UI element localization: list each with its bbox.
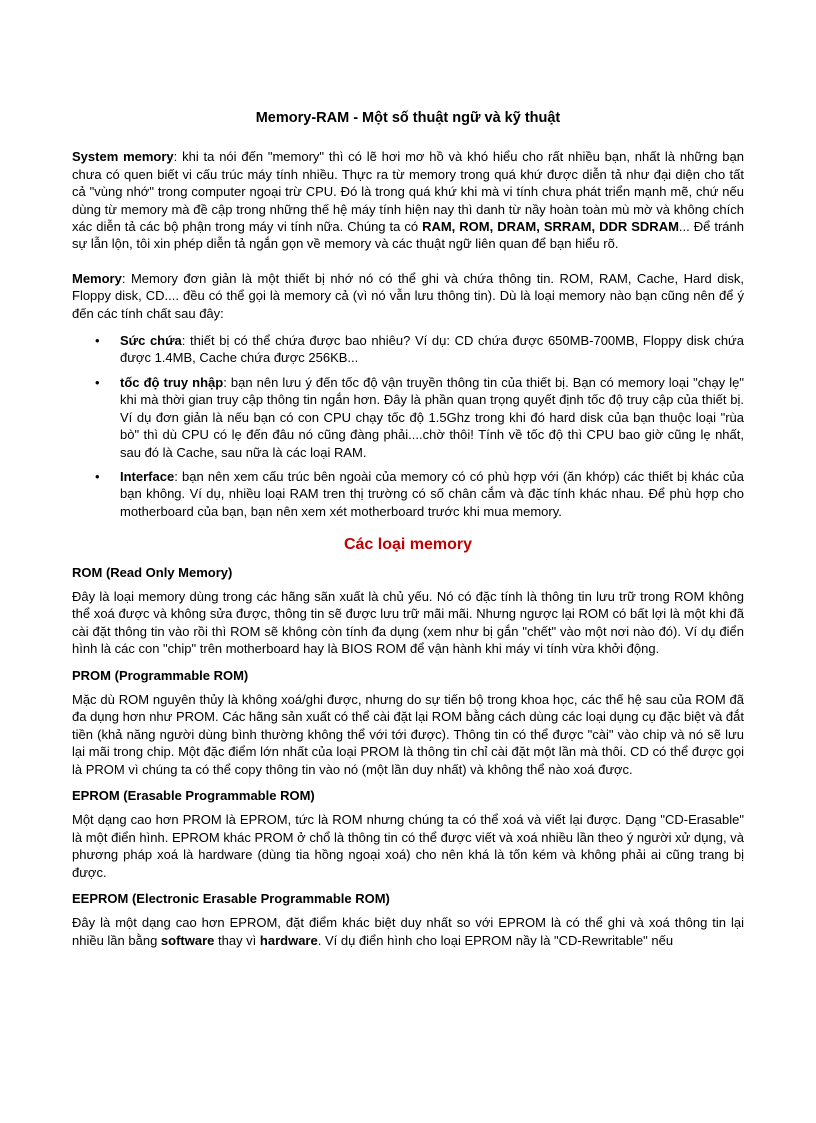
prom-heading: PROM (Programmable ROM) <box>72 667 249 683</box>
bullet-icon: • <box>95 468 100 484</box>
memory-properties-list <box>72 332 744 520</box>
eeprom-heading: EEPROM (Electronic Erasable Programmable ROM) <box>72 891 390 907</box>
system-memory-paragraph: System memory: khi ta nói đến "memory" thì có lẽ hơi mơ hồ và khó hiểu cho rất nhiều bạn, nhất là những bạn chưa có quen biết vi cấu trúc máy tính nhiều. Thực ra từ memory trong quá khứ được diễn tả như đại diện cho tất cả "vùng nhớ" trong computer ngoại trừ CPU. Đó là trong quá khứ khi mà vi tính chưa phát triển mạnh mẽ, chứ nếu dùng từ memory mà đề cập trong những thế hệ máy tính hiện nay thì danh từ nầy hoàn toàn mù mờ và không chích xác diễn tả các bộ phận trong máy vi tính nữa. Chúng ta có RAM, ROM, DRAM, SRRAM, DDR SDRAM... Để tránh sự lẫn lộn, tôi xin phép diễn tả ngắn gọn về memory và các thuật ngữ liên quan để bạn hiểu rõ. <box>72 149 744 252</box>
eeprom-paragraph: Đây là một dạng cao hơn EPROM, đặt điểm khác biệt duy nhất so với EPROM là có thể ghi và xoá thông tin lại nhiều lần bằng software thay vì hardware. Ví dụ điển hình cho loại EPROM nầy là "CD-Rewritable" nếu <box>72 915 744 948</box>
bullet-icon: • <box>95 374 100 390</box>
memory-term: Memory <box>72 270 122 286</box>
rom-heading: ROM (Read Only Memory) <box>72 564 233 580</box>
eprom-paragraph: Một dạng cao hơn PROM là EPROM, tức là ROM nhưng chúng ta có thể xoá và viết lại được. Dạng "CD-Erasable" là một điển hình. EPROM khác PROM ở chổ là thông tin có thể được viết và xoá nhiều lần theo ý người xử dụng, và phương pháp xoá là hardware (dùng tia hồng ngoại xoá) cho nên khá là tốn kém và không phải ai cũng trang bị được. <box>72 812 744 880</box>
prom-paragraph: Mặc dù ROM nguyên thủy là không xoá/ghi được, nhưng do sự tiến bộ trong khoa học, các thế hệ sau của ROM đã đa dụng hơn như PROM. Các hãng sản xuất có thể cài đặt lại ROM bằng cách dùng các loại dụng cụ đặc biệt và đắt tiền (khả năng người dùng bình thường không thể với tới được). Thông tin có thể được "cài" vào chip và nó sẽ lưu lại mãi trong chip. Một đặc điểm lớn nhất của loại PROM là thông tin chỉ cài đặt một lần mà thôi. CD có thể được gọi là PROM vì chúng ta có thể copy thông tin vào nó (một lần duy nhất) và không thể nào xoá được. <box>72 691 744 777</box>
eprom-heading: EPROM (Erasable Programmable ROM) <box>72 788 315 803</box>
rom-paragraph: Đây là loại memory dùng trong các hãng sãn xuất là chủ yếu. Nó có đặc tính là thông tin lưu trữ trong ROM không thể xoá được và không sửa được, thông tin sẽ được lưu trữ mãi mãi. Nhưng ngược lại ROM có bất lợi là một khi đã cài đặt thông tin vào rồi thì ROM sẽ không còn tính đa dụng (xem như bị gắn "chết" vào một nơi nào đó). Ví dụ điển hình là các con "chip" trên motherboard hay là BIOS ROM để vận hành khi máy vi tính vừa khởi động. <box>72 588 744 657</box>
document-title: Memory-RAM - Một số thuật ngữ và kỹ thuật <box>255 110 561 126</box>
document-page <box>72 98 744 949</box>
system-memory-term: System memory <box>72 149 174 165</box>
bullet-icon: • <box>95 333 100 349</box>
list-item: • Interface: bạn nên xem cấu trúc bên ngoài của memory có có phù hợp với (ăn khớp) các thiết bị khác của bạn không. Ví dụ, nhiều loại RAM tren thị trường có số chân cắm và đặc tính khác nhau. Để phù hợp cho motherboard của bạn, bạn nên xem xét motherboard trước khi mua memory. <box>95 468 744 519</box>
list-item: • tốc độ truy nhập: bạn nên lưu ý đến tốc độ vận truyền thông tin của thiết bị. Bạn có memory loại "chạy lẹ" khi mà thời gian truy cập thông tin ngắn hơn. Đây là phần quan trọng quyết định tốc độ truy cập của thiết bị. Ví dụ đơn giản là nếu bạn có con CPU chạy tốc độ 1.5Ghz trong khi đó hard disk của bạn thuộc loại "rùa bò" thì dù CPU có lẹ đến đâu nó cũng đàng phải....chờ thôi! Tính về tốc độ thì CPU bao giờ cũng lẹ nhất, sau đó là Cache, sau nữa là các loại RAM. <box>95 374 744 460</box>
memory-paragraph: Memory: Memory đơn giản là một thiết bị nhớ nó có thể ghi và chứa thông tin. ROM, RAM, Cache, Hard disk, Floppy disk, CD.... đều có thể gọi là memory cả (vì nó vẫn lưu thông tin). Dù là loại memory nào bạn cũng nên để ý đến các tính chất sau đây: <box>72 270 744 321</box>
list-item: • Sức chứa: thiết bị có thể chứa được bao nhiêu? Ví dụ: CD chứa được 650MB-700MB, Floppy disk chứa được 1.4MB, Cache chứa được 256KB... <box>95 333 744 366</box>
section-title: Các loại memory <box>343 536 473 554</box>
memory-types-bold: RAM, ROM, DRAM, SRRAM, DDR SDRAM <box>422 219 679 235</box>
